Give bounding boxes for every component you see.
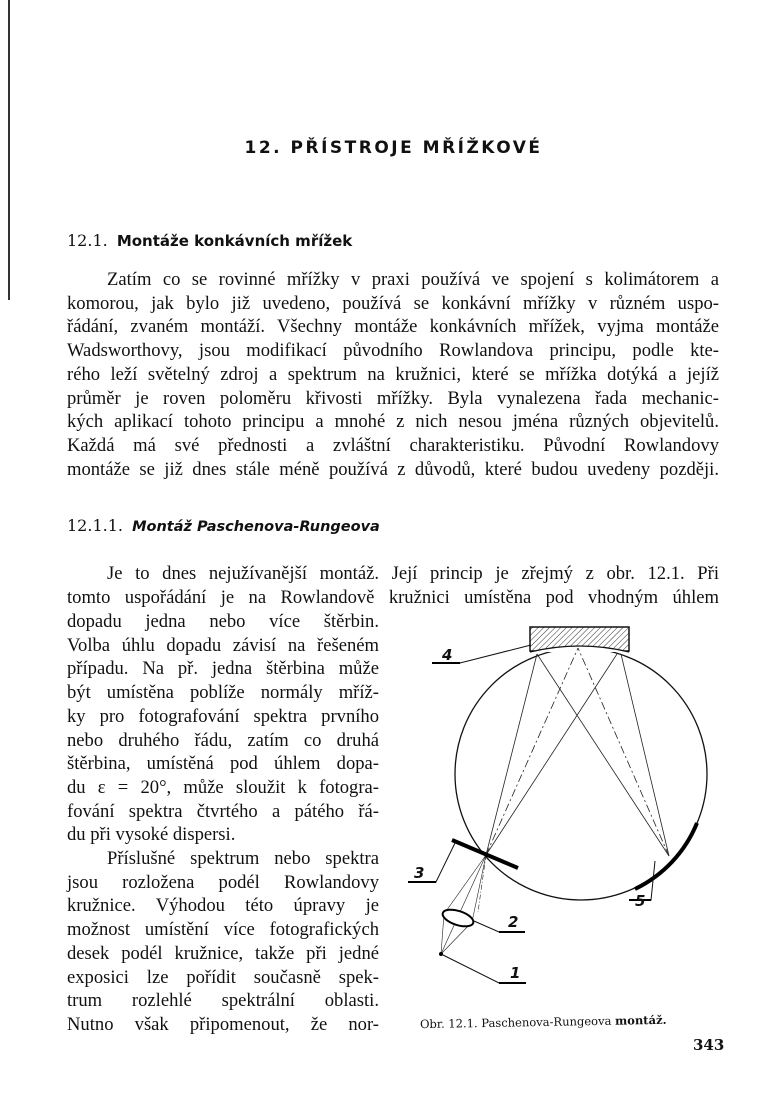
text-line: štěrbina, umístěná pod úhlem dopa- <box>67 753 379 775</box>
figure-caption <box>420 1013 667 1031</box>
text-line: Wadsworthovy, jsou modifikací původního Rowlandova principu, podle kte- <box>67 340 719 362</box>
photographic-plate <box>635 823 697 889</box>
text-line: Příslušné spektrum nebo spektra <box>107 848 379 870</box>
subsection-number: 12.1.1. <box>67 516 123 535</box>
text-line: ky pro fotografování spektra prvního <box>67 705 379 727</box>
text-line: rého leží světelný zdroj a spektrum na kružnici, které se mřížka dotýká a jejíž <box>67 363 719 385</box>
text-line: nebo druhého řádu, zatím co druhá <box>67 729 379 751</box>
text-line: du ε = 20°, může sloužit k fotogra- <box>67 776 379 798</box>
lens <box>441 906 476 929</box>
text-line: případu. Na př. jedna štěrbina může <box>67 658 379 680</box>
text-line: Každá má své přednosti a zvláštní charakteristiku. Původní Rowlandovy <box>67 434 719 456</box>
text-line: řádání, zvaném montáží. Všechny montáže konkávních mřížek, vyjma montáže <box>67 316 719 338</box>
section-paragraph <box>67 268 719 481</box>
text-line: montáže se již dnes stále méně používá z důvodů, které budou uvedeny později. <box>67 458 719 480</box>
section-title: Montáže konkávních mřížek <box>116 232 353 250</box>
text-line: komorou, jak bylo již uvedeno, používá se konkávní mřížky v různém uspo- <box>67 292 719 314</box>
text-line: fování spektra čtvrtého a pátého řá- <box>67 800 379 822</box>
text-line: Je to dnes nejužívanější montáž. Její princip je zřejmý z obr. 12.1. Při <box>107 563 719 584</box>
text-line: desek podél kružnice, takže při jedné <box>67 942 379 964</box>
caption-number: Obr. 12.1. <box>419 1016 478 1032</box>
section-number: 12.1. <box>67 231 108 250</box>
text-line: dopadu jedna nebo více štěrbin. <box>67 611 379 632</box>
text-line: jsou rozložena podél Rowlandovy <box>67 871 379 893</box>
text-line: být umístěna poblíže normály mříž- <box>67 682 379 704</box>
label-lens: 2 <box>508 913 519 931</box>
text-line: du při vysoké dispersi. <box>67 824 236 846</box>
text-line: Zatím co se rovinné mřížky v praxi používá ve spojení s kolimátorem a <box>107 269 719 290</box>
text-line: možnost umístění více fotografických <box>67 919 379 941</box>
text-line: kých aplikací tohoto principu a mnohé z nich nesou jména různých objevitelů. <box>67 411 719 433</box>
slit <box>452 840 518 868</box>
section-heading <box>67 231 352 250</box>
caption-title: Paschenova-Rungeova <box>481 1013 612 1031</box>
text-line: trum rozlehlé spektrální oblasti. <box>67 990 379 1012</box>
label-source: 1 <box>510 964 521 982</box>
label-plate: 5 <box>635 892 646 910</box>
label-slit: 3 <box>414 864 425 882</box>
subsection-column-text <box>67 610 379 1037</box>
text-line: průměr je roven poloměru křivosti mřížky. Byla vynalezena řada mechanic- <box>67 387 719 409</box>
chapter-title: 12. PŘÍSTROJE MŘÍŽKOVÉ <box>244 138 543 158</box>
text-line: Volba úhlu dopadu závisí na řešeném <box>67 634 379 656</box>
page-number: 343 <box>693 1036 725 1054</box>
label-grating: 4 <box>442 646 453 664</box>
subsection-heading <box>67 516 380 535</box>
text-line: kružnice. Výhodou této úpravy je <box>67 895 379 917</box>
text-line: Nutno však připomenout, že nor- <box>67 1013 379 1035</box>
paschen-runge-diagram <box>400 600 740 1020</box>
text-line: tomto uspořádání je na Rowlandově kružnici umístěna pod vhodným úhlem <box>67 586 719 608</box>
caption-title-end: montáž. <box>614 1012 667 1028</box>
subsection-title: Montáž Paschenova-Rungeova <box>132 519 380 535</box>
text-line: exposici lze pořídit současně spek- <box>67 966 379 988</box>
